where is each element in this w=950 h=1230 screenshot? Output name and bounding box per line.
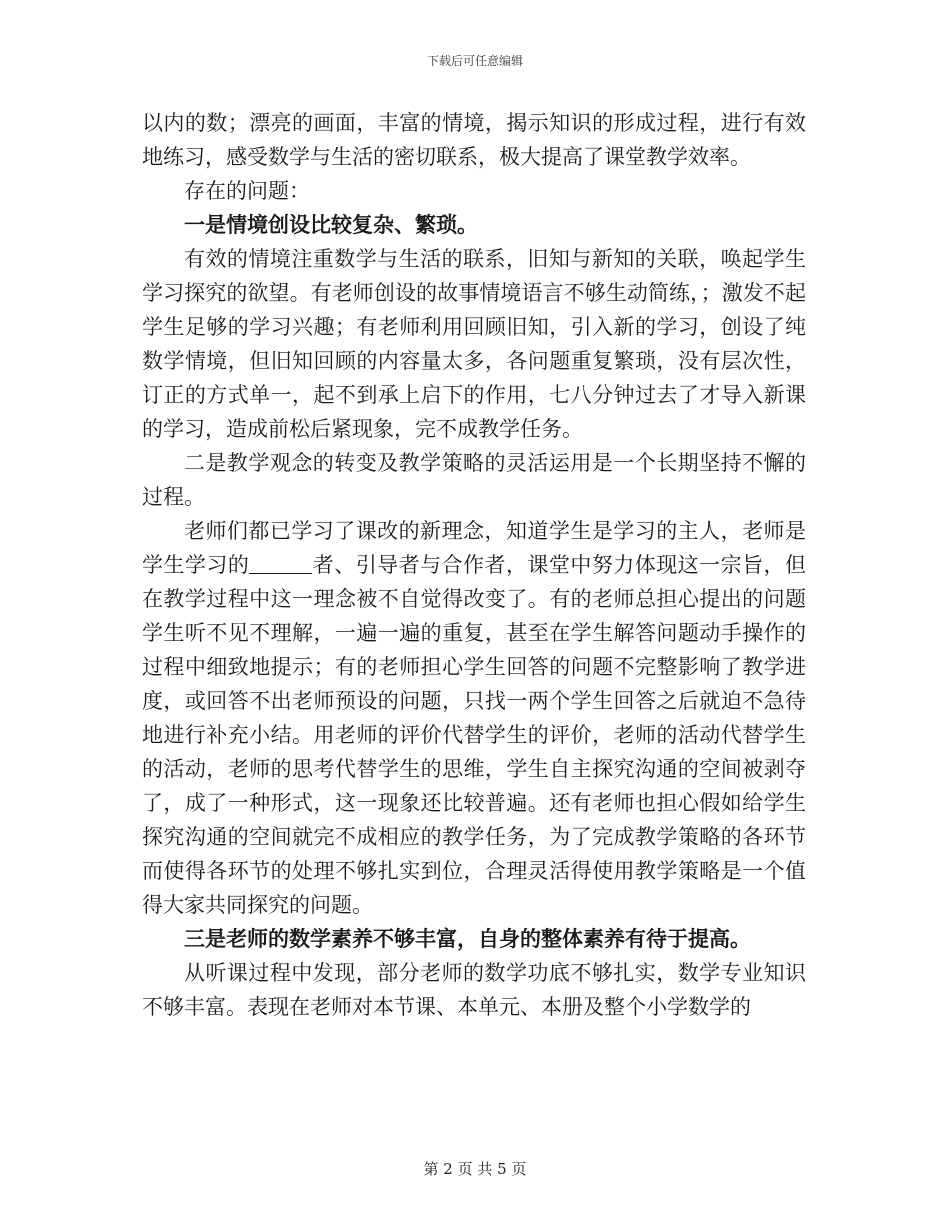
heading-problem-three: 三是老师的数学素养不够丰富，自身的整体素养有待于提高。 <box>184 926 751 951</box>
paragraph-problem-two <box>142 514 806 922</box>
paragraph-problem-two-part-2: 者、引导者与合作者，课堂中努力体现这一宗旨，但在教学过程中这一理念被不自觉得改变了。有的老师总担心提出的问题学生听不见不理解，一遍一遍的重复，甚至在学生解答问题动手操作的过程中细致地提示；有的老师担心学生回答的问题不完整影响了教学进度，或回答不出老师预设的问题，只找一两个学生回答之后就迫不急待地进行补充小结。用老师的评价代替学生的评价，老师的活动代替学生的活动，老师的思考代替学生的思维，学生自主探究沟通的空间被剥夺了，成了一种形式，这一现象还比较普遍。还有老师也担心假如给学生探究沟通的空间就完不成相应的教学任务，为了完成教学策略的各环节而使得各环节的处理不够扎实到位，合理灵活得使用教学策略是一个值得大家共同探究的问题。 <box>142 553 807 917</box>
page-footer: 第 2 页 共 5 页 <box>423 1160 527 1178</box>
paragraph-problem-two-part-1: 老师们都已学习了课改的新理念，知道学生是学习的主人，老师是学生学习的 <box>142 519 806 577</box>
fill-in-blank <box>249 552 312 574</box>
paragraph-continuation: 以内的数；漂亮的画面，丰富的情境，揭示知识的形成过程，进行有效地练习，感受数学与生活的密切联系，极大提高了课堂教学效率。 <box>142 111 806 169</box>
heading-problem-two: 二是教学观念的转变及教学策略的灵活运用是一个长期坚持不懈的过程。 <box>142 451 806 509</box>
document-body <box>142 106 806 1024</box>
heading-problem-one: 一是情境创设比较复杂、繁琐。 <box>184 212 478 237</box>
paragraph-problem-three: 从听课过程中发现，部分老师的数学功底不够扎实，数学专业知识不够丰富。表现在老师对本节课、本单元、本册及整个小学数学的 <box>142 961 806 1019</box>
paragraph-problems-intro: 存在的问题： <box>184 179 310 203</box>
page-header: 下载后可任意编辑 <box>426 54 523 68</box>
paragraph-problem-one: 有效的情境注重数学与生活的联系，旧知与新知的关联，唤起学生学习探究的欲望。有老师创设的故事情境语言不够生动简练，；激发不起学生足够的学习兴趣；有老师利用回顾旧知，引入新的学习，创设了纯数学情境，但旧知回顾的内容量太多，各问题重复繁琐，没有层次性，订正的方式单一，起不到承上启下的作用，七八分钟过去了才导入新课的学习，造成前松后紧现象，完不成教学任务。 <box>142 247 806 441</box>
